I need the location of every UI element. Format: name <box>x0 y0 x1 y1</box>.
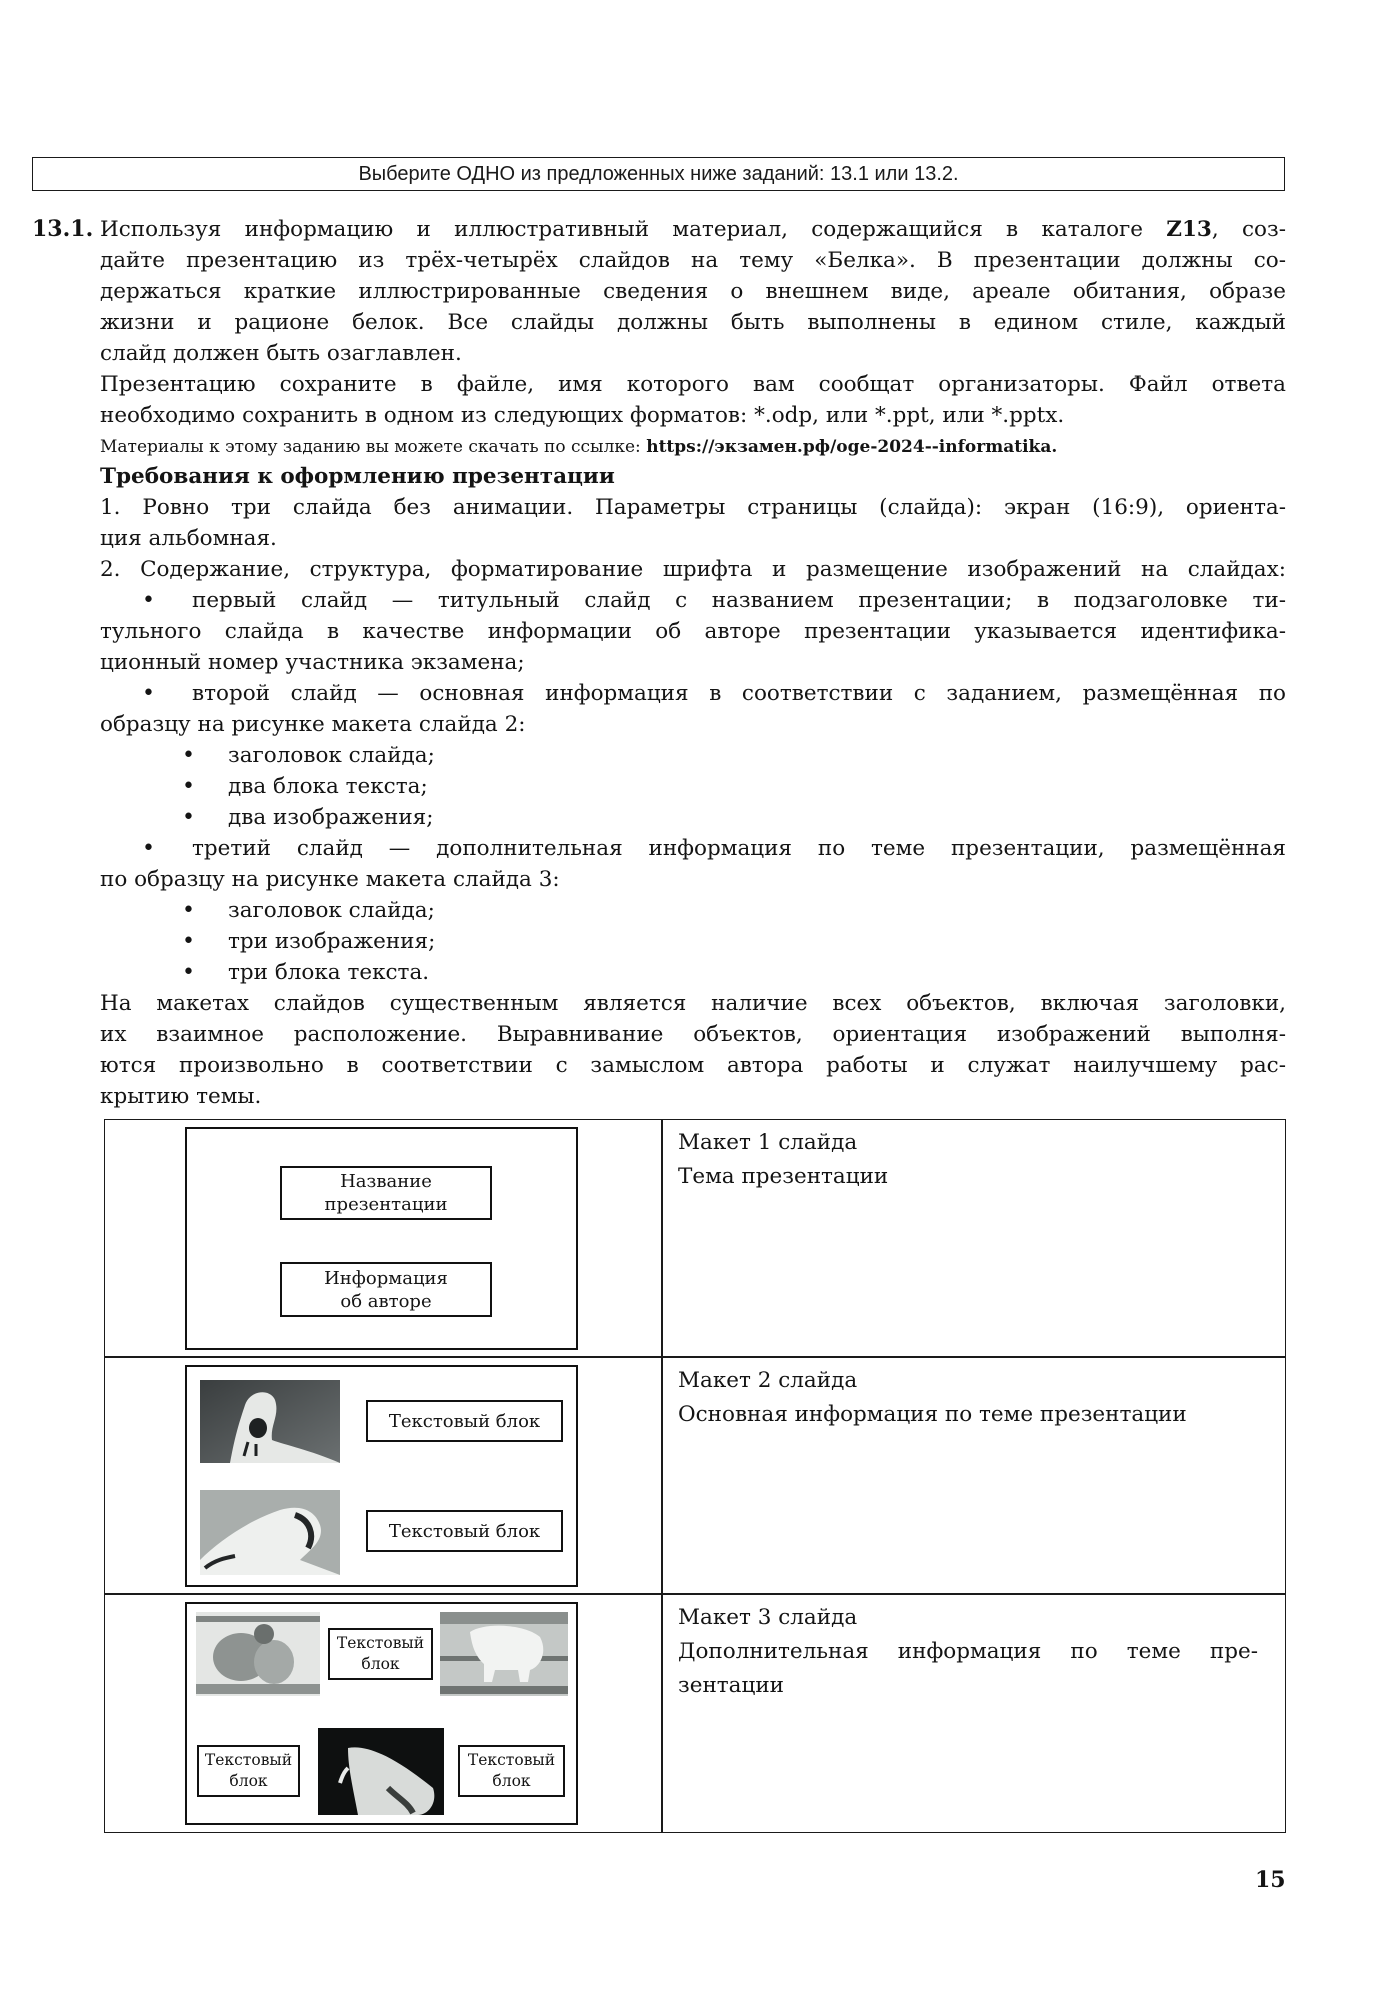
intro-line-5: слайд должен быть озаглавлен. <box>100 341 462 366</box>
catalog-name: Z13 <box>1166 217 1212 242</box>
polar-bear-photo <box>200 1380 340 1463</box>
intro-line-4: жизни и рационе белок. Все слайды должны быть выполнены в едином стиле, каждый <box>100 310 1286 335</box>
intro-line-1: Используя информацию и иллюстративный материал, содержащийся в каталоге Z13, соз- <box>100 217 1286 242</box>
bullet-second-line-2: образцу на рисунке макета слайда 2: <box>100 712 526 737</box>
layout-1-title: Макет 1 слайда <box>678 1130 858 1155</box>
materials-link[interactable]: https://экзамен.рф/oge-2024--informatika. <box>646 437 1058 457</box>
layout-2-title: Макет 2 слайда <box>678 1368 858 1393</box>
task-choice-banner: Выберите ОДНО из предложенных ниже заданий: 13.1 или 13.2. <box>32 157 1285 191</box>
closing-line-3: ются произвольно в соответствии с замыслом автора работы и служат наилучшему рас- <box>100 1053 1286 1078</box>
materials-line: Материалы к этому заданию вы можете скачать по ссылке: https://экзамен.рф/oge-2024--informatika. <box>100 437 1058 457</box>
save-line-1: Презентацию сохраните в файле, имя которого вам сообщат организаторы. Файл ответа <box>100 372 1286 397</box>
text-block-box: Текстовый блок <box>366 1510 563 1552</box>
intro-line-3: держаться краткие иллюстрированные сведения о внешнем виде, ареале обитания, образе <box>100 279 1286 304</box>
bullet-second-line-1: второй слайд — основная информация в соответствии с заданием, размещённая по <box>192 681 1286 706</box>
layout-2-description: Основная информация по теме презентации <box>678 1402 1187 1427</box>
table-row-divider <box>104 1356 1286 1358</box>
closing-line-4: крытию темы. <box>100 1084 262 1109</box>
save-line-2: необходимо сохранить в одном из следующих форматов: *.odp, или *.ppt, или *.pptx. <box>100 403 1065 428</box>
bullet-icon: • <box>142 588 155 613</box>
text-block-box: Текстовый блок <box>458 1745 565 1797</box>
bullet-icon: • <box>182 898 195 923</box>
requirements-heading: Требования к оформлению презентации <box>100 464 615 489</box>
bullet-third-line-1: третий слайд — дополнительная информация по теме презентации, размещённая <box>192 836 1286 861</box>
layout-3-description-line-1: Дополнительная информация по теме пре- <box>678 1639 1258 1664</box>
author-info-box: Информация об авторе <box>280 1262 492 1317</box>
closing-line-2: их взаимное расположение. Выравнивание объектов, ориентация изображений выполня- <box>100 1022 1286 1047</box>
polar-bear-photo <box>318 1728 444 1815</box>
table-column-divider <box>661 1119 663 1833</box>
bullet-icon: • <box>142 836 155 861</box>
bullet-icon: • <box>182 743 195 768</box>
text-block-box: Текстовый блок <box>366 1400 563 1442</box>
text-block-box: Текстовый блок <box>197 1745 300 1797</box>
bullet-icon: • <box>182 929 195 954</box>
title-placeholder-box: Название презентации <box>280 1166 492 1220</box>
bullet-icon: • <box>182 774 195 799</box>
polar-bear-photo <box>440 1612 568 1696</box>
bullet-icon: • <box>182 960 195 985</box>
req1-line-1: 1. Ровно три слайда без анимации. Параметры страницы (слайда): экран (16:9), ориента- <box>100 495 1286 520</box>
layout-3-title: Макет 3 слайда <box>678 1605 858 1630</box>
bullet-icon: • <box>182 805 195 830</box>
third-item-1: заголовок слайда; <box>228 898 435 923</box>
layout-3-description-line-2: зентации <box>678 1673 784 1698</box>
second-item-2: два блока текста; <box>228 774 428 799</box>
second-item-1: заголовок слайда; <box>228 743 435 768</box>
intro-line-2: дайте презентацию из трёх-четырёх слайдов на тему «Белка». В презентации должны со- <box>100 248 1286 273</box>
third-item-2: три изображения; <box>228 929 436 954</box>
closing-line-1: На макетах слайдов существенным является наличие всех объектов, включая заголовки, <box>100 991 1286 1016</box>
layout-1-description: Тема презентации <box>678 1164 889 1189</box>
task-number: 13.1. <box>32 216 94 242</box>
table-row-divider <box>104 1593 1286 1595</box>
layout-2-caption <box>678 1364 1258 1432</box>
bullet-first-line-2: тульного слайда в качестве информации об авторе презентации указывается идентифика- <box>100 619 1286 644</box>
page-number: 15 <box>1255 1867 1286 1893</box>
bullet-icon: • <box>142 681 155 706</box>
third-item-3: три блока текста. <box>228 960 430 985</box>
bullet-third-line-2: по образцу на рисунке макета слайда 3: <box>100 867 560 892</box>
bullet-first-line-3: ционный номер участника экзамена; <box>100 650 525 675</box>
second-item-3: два изображения; <box>228 805 434 830</box>
layout-3-caption <box>678 1601 1258 1703</box>
polar-bear-photo <box>200 1490 340 1575</box>
req2-line: 2. Содержание, структура, форматирование шрифта и размещение изображений на слайдах: <box>100 557 1286 582</box>
text-block-box: Текстовый блок <box>328 1628 433 1680</box>
req1-line-2: ция альбомная. <box>100 526 277 551</box>
polar-bear-photo <box>196 1612 320 1696</box>
bullet-first-line-1: первый слайд — титульный слайд с названием презентации; в подзаголовке ти- <box>192 588 1286 613</box>
layout-1-caption <box>678 1126 1258 1194</box>
